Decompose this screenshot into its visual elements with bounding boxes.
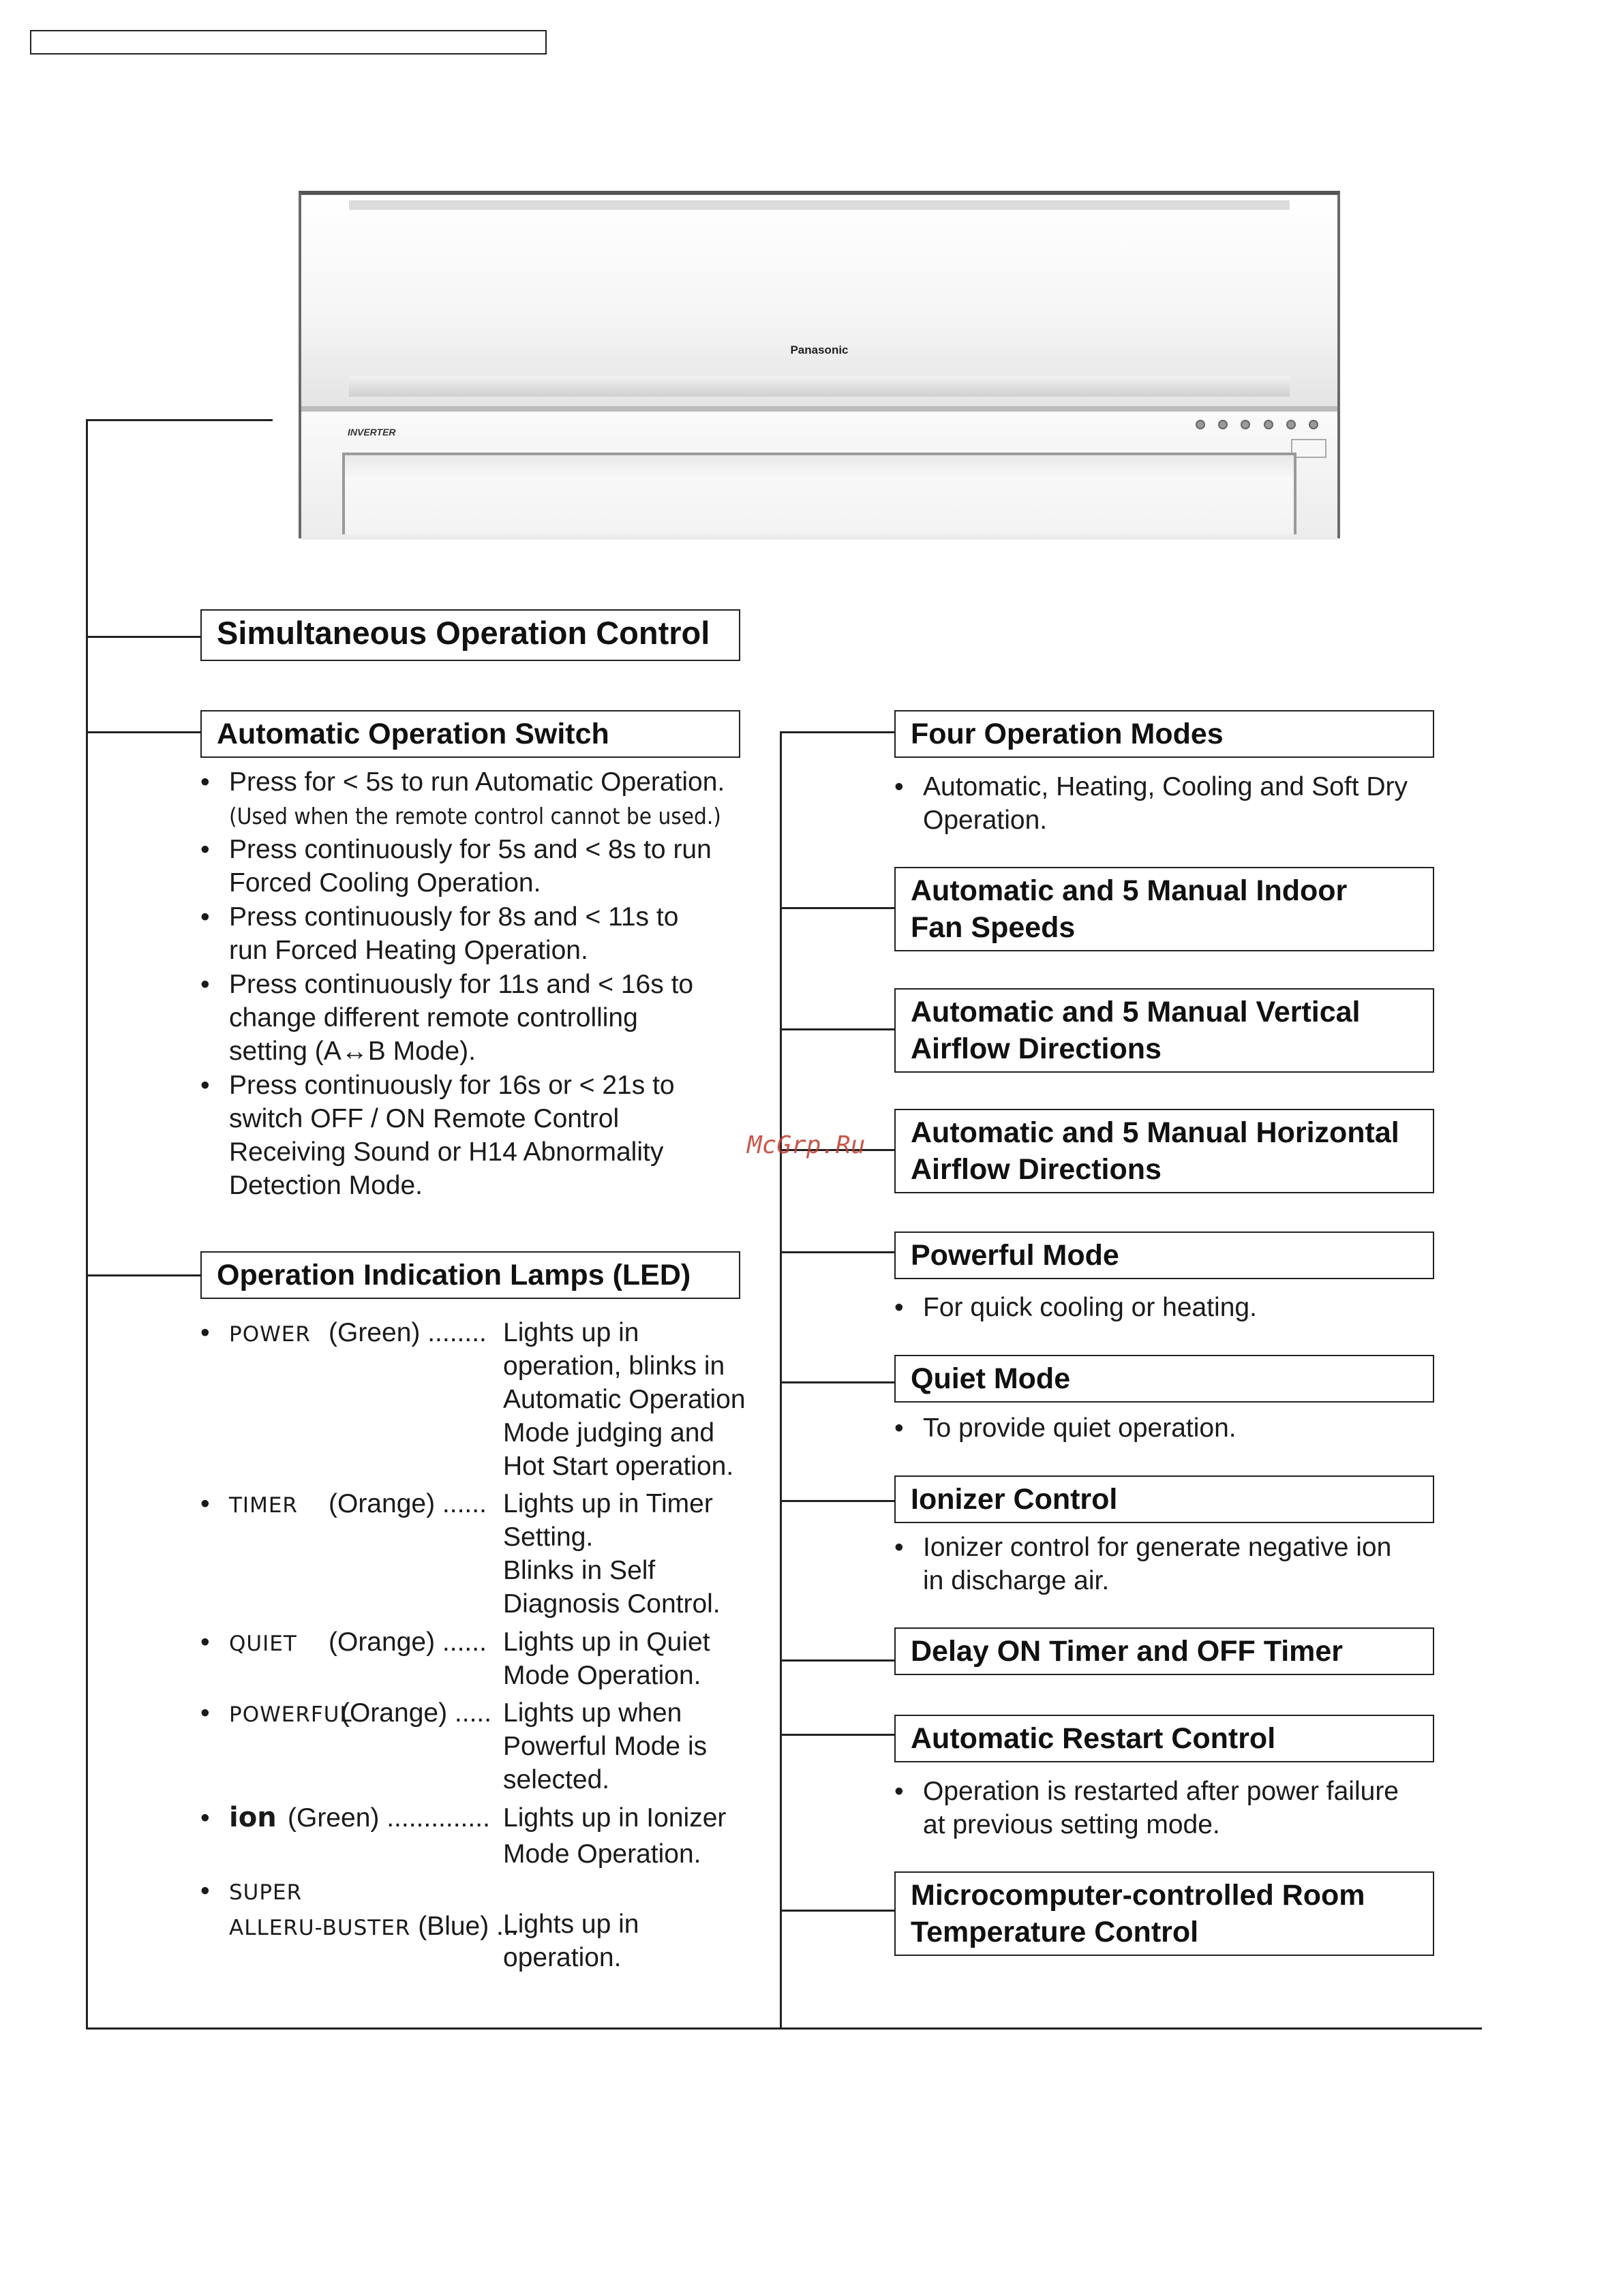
four-modes-bullet: • Automatic, Heating, Cooling and Soft Dry Operation. (894, 772, 1408, 835)
air-outlet-grille (342, 453, 1296, 534)
air-conditioner-illustration (299, 191, 1340, 538)
connector-ionizer (780, 1500, 894, 1502)
ionizer-title: Ionizer Control (911, 1483, 1118, 1516)
header-box (30, 30, 547, 55)
fan-speeds-box: Automatic and 5 Manual Indoor Fan Speeds (894, 867, 1434, 951)
lamp-power: • POWER (200, 1318, 311, 1347)
simultaneous-box (200, 609, 740, 661)
watermark: McGrp.Ru (747, 1131, 866, 1159)
unit-top-panel (301, 195, 1337, 406)
fan-speeds-title: Automatic and 5 Manual Indoor (911, 874, 1348, 907)
unit-front-panel (301, 412, 1337, 540)
simultaneous-title: Simultaneous Operation Control (217, 615, 710, 651)
powerful-mode-bullet: • For quick cooling or heating. (894, 1293, 1257, 1322)
lamps-title: Operation Indication Lamps (LED) (217, 1259, 691, 1291)
lamp-powerful: • POWERFUL (200, 1698, 352, 1728)
lamp-powerful-color: (Orange) ..... (341, 1698, 492, 1728)
vertical-airflow-title: Automatic and 5 Manual Vertical (911, 996, 1361, 1028)
horizontal-airflow-title: Automatic and 5 Manual Horizontal (911, 1116, 1399, 1149)
timer-title: Delay ON Timer and OFF Timer (911, 1635, 1344, 1668)
connector-restart (780, 1734, 894, 1736)
lamp-quiet-color: (Orange) ...... (329, 1627, 487, 1657)
lamp-quiet-desc: Lights up in Quiet Mode Operation. (503, 1627, 710, 1690)
ion-logo: ion (229, 1802, 277, 1833)
auto-switch-bullet-3: • Press continuously for 8s and < 11s to run Forced Heating Operation. (200, 902, 679, 965)
quiet-mode-title: Quiet Mode (911, 1362, 1071, 1395)
auto-switch-title: Automatic Operation Switch (217, 718, 609, 750)
restart-box (894, 1715, 1434, 1762)
lamp-power-desc: Lights up in operation, blinks in Automatic Operation Mode judging and Hot Start operation. (503, 1318, 746, 1481)
lamp-allergy-color: (Blue) ... (418, 1912, 519, 1941)
led-indicators (1196, 420, 1318, 433)
timer-box (894, 1627, 1434, 1675)
lamp-ion-desc: Lights up in Ionizer Mode Operation. (503, 1803, 727, 1869)
brand-logo: Panasonic (790, 343, 849, 356)
horizontal-airflow-box: Automatic and 5 Manual Horizontal Airflow Directions (894, 1109, 1434, 1193)
auto-switch-bullet-5: • Press continuously for 16s or < 21s to switch OFF / ON Remote Control Receiving Sound or H14 Abnormality Detection Mode. (200, 1071, 675, 1200)
micro-control-box: Microcomputer-controlled Room Temperature Control (894, 1871, 1434, 1956)
connector-simultaneous (86, 636, 200, 638)
connector-fan (780, 907, 894, 909)
powerful-mode-box (894, 1231, 1434, 1279)
connector-timer (780, 1659, 894, 1662)
lamp-power-color: (Green) ........ (329, 1318, 487, 1347)
lamp-ion-color: (Green) .............. (288, 1803, 490, 1833)
vertical-airflow-box: Automatic and 5 Manual Vertical Airflow Directions (894, 988, 1434, 1073)
ionizer-bullet: • Ionizer control for generate negative ion in discharge air. (894, 1533, 1392, 1595)
auto-switch-box (200, 710, 740, 758)
auto-switch-bullet-4: • Press continuously for 11s and < 16s to change different remote controlling setting (A↔B Mode). (200, 970, 694, 1066)
connector-unit (86, 419, 273, 421)
lamp-timer: • TIMER (200, 1489, 298, 1518)
connector-auto-switch (86, 731, 200, 733)
connector-vertical (780, 1028, 894, 1030)
lamp-powerful-desc: Lights up when Powerful Mode is selected. (503, 1698, 708, 1794)
lamp-ion: • ion (200, 1802, 277, 1833)
connector-powerful (780, 1251, 894, 1253)
powerful-mode-title: Powerful Mode (911, 1239, 1119, 1272)
quiet-mode-box (894, 1355, 1434, 1403)
restart-title: Automatic Restart Control (911, 1722, 1276, 1755)
four-modes-title: Four Operation Modes (911, 718, 1224, 750)
connector-quiet (780, 1381, 894, 1383)
restart-bullet: • Operation is restarted after power failure at previous setting mode. (894, 1777, 1399, 1839)
lamp-quiet: • QUIET (200, 1627, 297, 1657)
lamp-timer-desc: Lights up in Timer Setting. Blinks in Self Diagnosis Control. (503, 1489, 721, 1619)
ionizer-box (894, 1475, 1434, 1523)
quiet-mode-bullet: • To provide quiet operation. (894, 1413, 1237, 1443)
bottom-line (86, 2027, 1482, 2030)
connector-lamps (86, 1274, 200, 1276)
connector-four-modes (780, 731, 894, 733)
lamp-timer-color: (Orange) ...... (329, 1489, 487, 1518)
connector-micro (780, 1910, 894, 1912)
lamps-box (200, 1251, 740, 1299)
lamp-allergy: • SUPER ALLERU-BUSTER (Blue) ... (200, 1876, 519, 1941)
four-modes-box (894, 710, 1434, 758)
auto-switch-bullet-2: • Press continuously for 5s and < 8s to run Forced Cooling Operation. (200, 835, 712, 898)
auto-switch-bullet-1: • Press for < 5s to run Automatic Operation. (Used when the remote control cannot be used.) (200, 767, 725, 829)
left-trunk-line (86, 419, 88, 2027)
inverter-label: INVERTER (348, 427, 396, 438)
micro-control-title: Microcomputer-controlled Room (911, 1879, 1365, 1912)
lamp-allergy-desc: Lights up in operation. (503, 1910, 639, 1972)
right-trunk-line (780, 731, 782, 2029)
auto-switch-note: (Used when the remote control cannot be used.) (229, 803, 721, 829)
